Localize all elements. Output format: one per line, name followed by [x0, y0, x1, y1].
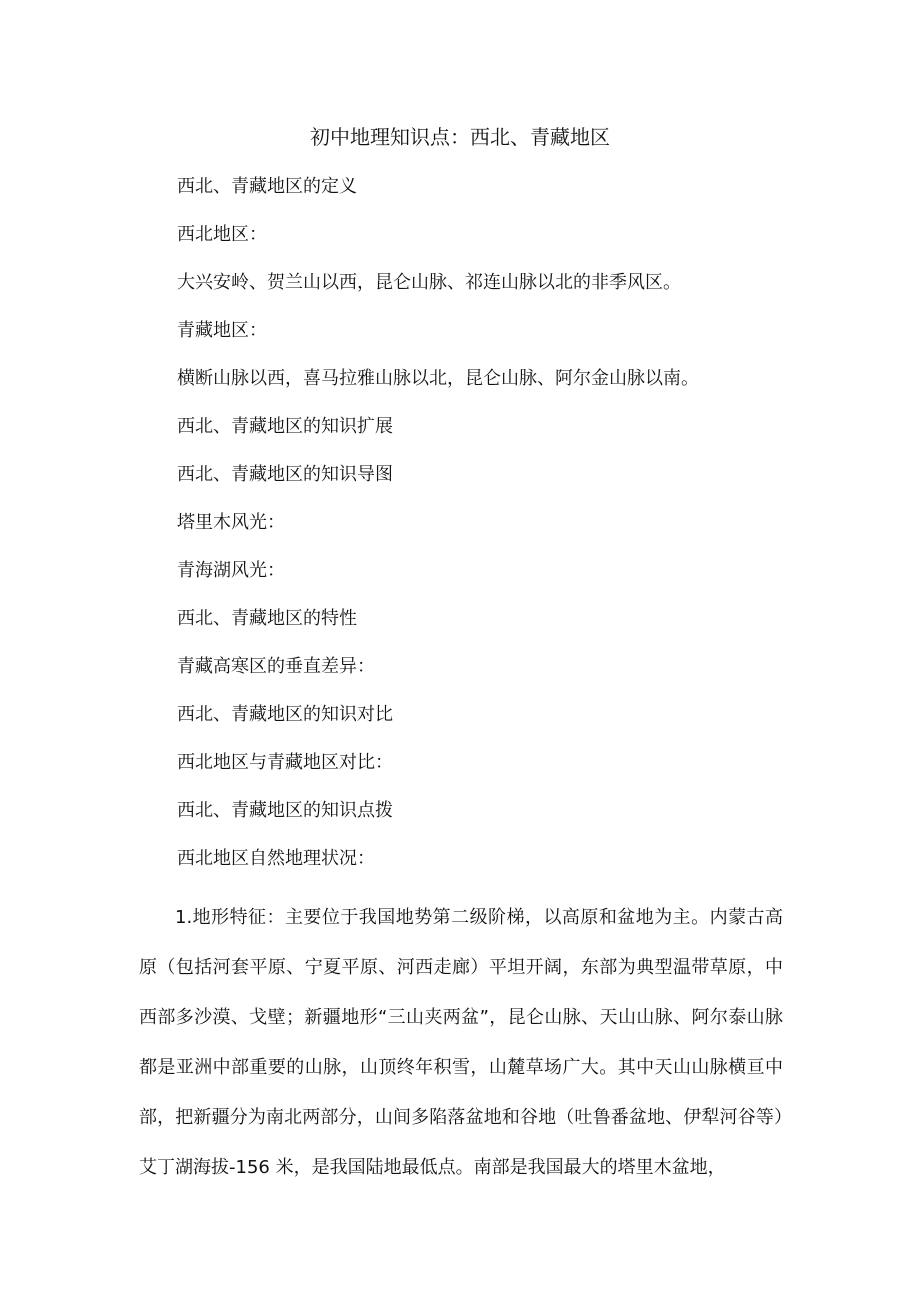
body-paragraph: 1.地形特征：主要位于我国地势第二级阶梯，以高原和盆地为主。内蒙古高原（包括河套平原、宁夏平原、河西走廊）平坦开阔，东部为典型温带草原，中西部多沙漠、戈壁；新疆地形“三山夹两盆”，昆仑山脉、天山山脉、阿尔泰山脉都是亚洲中部重要的山脉，山顶终年积雪，山麓草场广大。其中天山山脉横亘中部，把新疆分为南北两部分，山间多陷落盆地和谷地（吐鲁番盆地、伊犁河谷等）艾丁湖海拔-156 米，是我国陆地最低点。南部是我国最大的塔里木盆地， [139, 907, 783, 1178]
text-line: 塔里木风光： [177, 512, 285, 533]
text-line: 西北、青藏地区的知识导图 [177, 464, 393, 485]
text-line: 青藏高寒区的垂直差异： [177, 656, 375, 677]
text-line: 横断山脉以西，喜马拉雅山脉以北，昆仑山脉、阿尔金山脉以南。 [177, 368, 699, 389]
text-line: 青藏地区： [177, 320, 267, 341]
text-line: 西北、青藏地区的知识扩展 [177, 416, 393, 437]
text-line: 西北地区自然地理状况： [177, 848, 375, 869]
text-line: 西北、青藏地区的知识点拨 [177, 800, 393, 821]
text-line: 大兴安岭、贺兰山以西，昆仑山脉、祁连山脉以北的非季风区。 [177, 272, 681, 293]
text-line: 西北、青藏地区的定义 [177, 176, 357, 197]
text-line: 西北地区与青藏地区对比： [177, 752, 393, 773]
text-line: 西北、青藏地区的知识对比 [177, 704, 393, 725]
text-line: 青海湖风光： [177, 560, 285, 581]
document-title: 初中地理知识点：西北、青藏地区 [310, 125, 610, 149]
text-line: 西北、青藏地区的特性 [177, 608, 357, 629]
text-line: 西北地区： [177, 224, 267, 245]
